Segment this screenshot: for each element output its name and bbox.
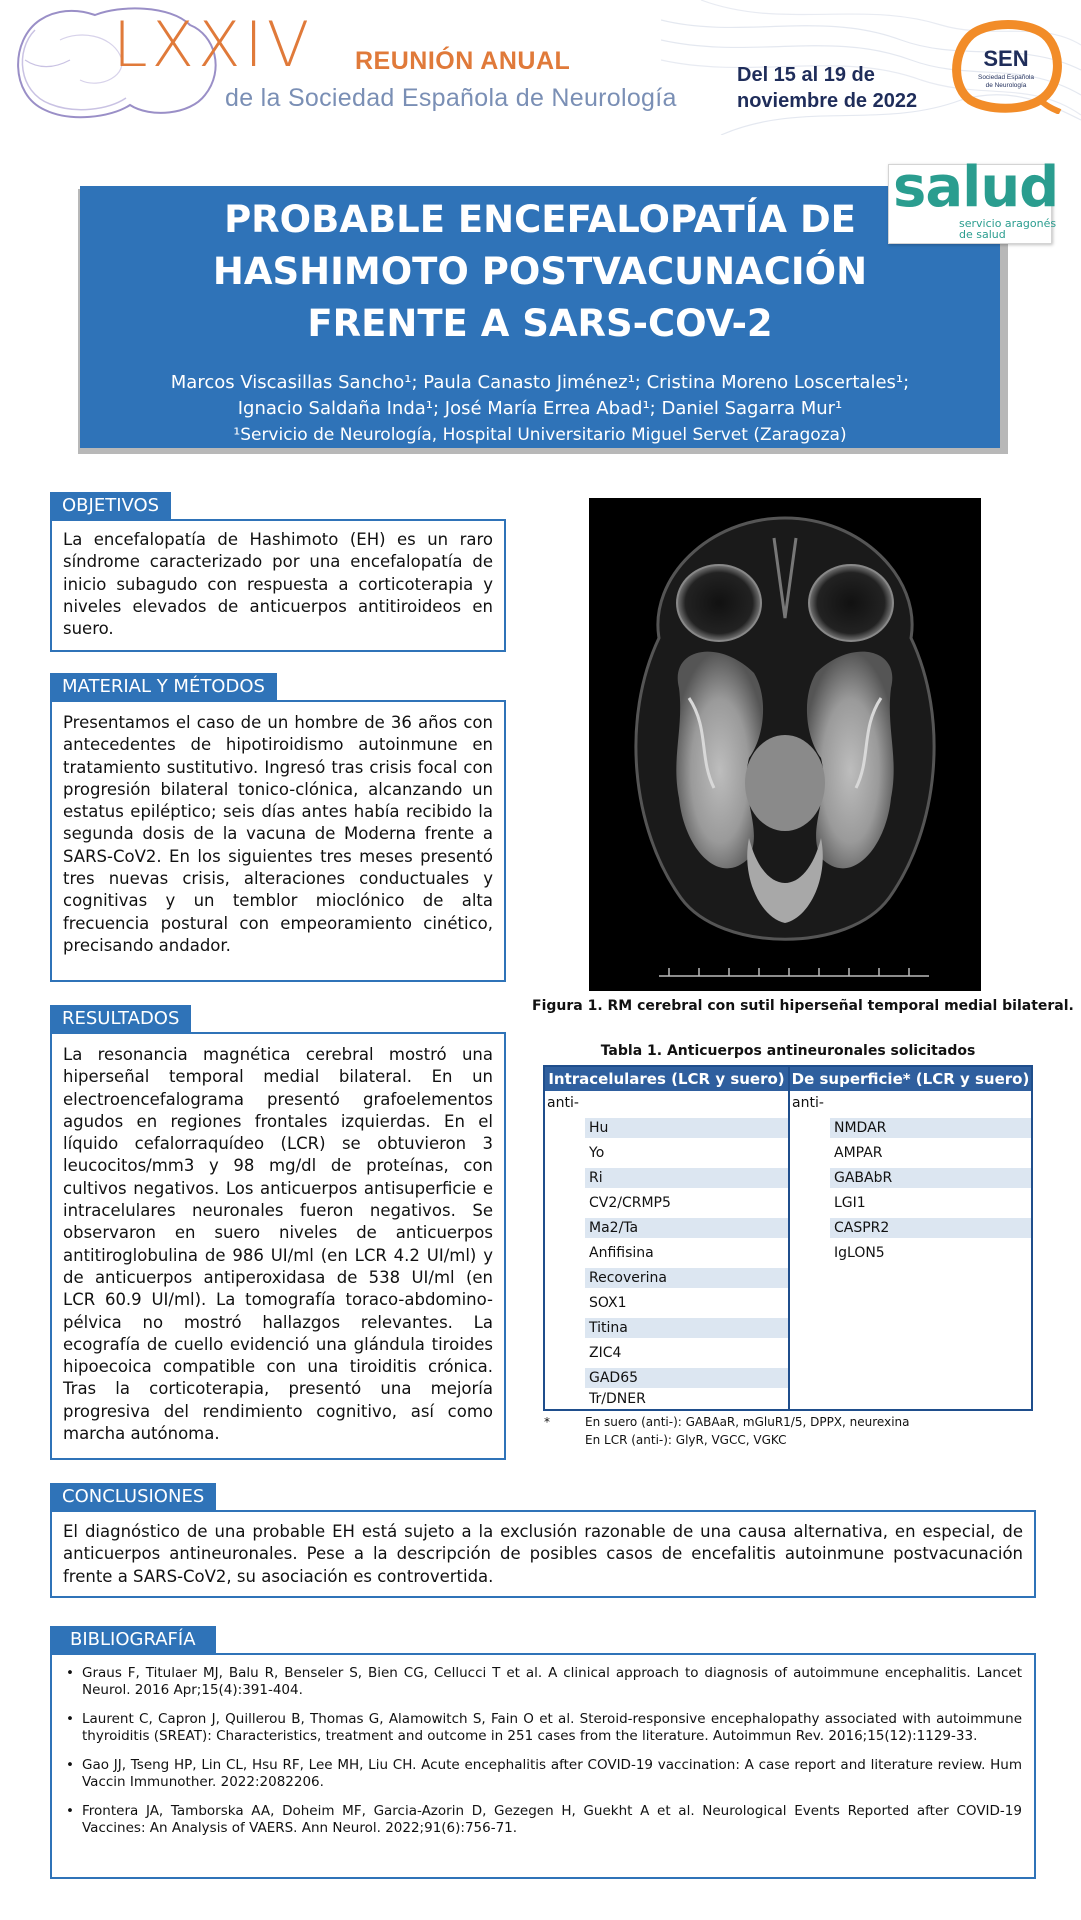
objetivos-text: La encefalopatía de Hashimoto (EH) es un raro síndrome caracterizado por una encefalopatía de inicio subagudo con respuesta a corticoterapia y niveles elevados de anticuerpos antitiroideos en suero. (63, 530, 493, 639)
salud-logo (888, 155, 1059, 244)
sen-logo-sub1: Sociedad Española (977, 74, 1035, 81)
author-list (80, 370, 1000, 448)
figure-caption: Figura 1. RM cerebral con sutil hiperseñal temporal medial bilateral. (532, 998, 1074, 1014)
section-conclusiones (50, 1510, 1036, 1598)
event-dates-line1: Del 15 al 19 de (737, 64, 875, 86)
sen-logo (948, 18, 1064, 114)
section-resultados (50, 1032, 506, 1460)
section-material (50, 700, 506, 982)
table-cell-intracelular: Ri (585, 1168, 788, 1188)
event-meeting-title: REUNIÓN ANUAL (355, 47, 571, 75)
section-objetivos (50, 519, 506, 652)
table-cell-superficie: NMDAR (830, 1118, 1031, 1138)
table-cell-intracelular: Recoverina (585, 1268, 788, 1288)
table-header-intracelulares: Intracelulares (LCR y suero) (545, 1067, 788, 1091)
reference-item: • Graus F, Titulaer MJ, Balu R, Benseler S, Bien CG, Cellucci T et al. A clinical approach to diagnosis of autoimmune encephalitis. Lancet Neurol. 2016 Apr;15(4):391-404. (64, 1665, 1022, 1699)
conclusiones-text: El diagnóstico de una probable EH está sujeto a la exclusión razonable de una causa alternativa, en especial, de anticuerpos antineuronales. Pese a la descripción de posibles casos de encefalitis autoinmune postvacunación frente a SARS-CoV2, su asociación es controvertida. (63, 1522, 1023, 1586)
table-caption: Tabla 1. Anticuerpos antineuronales solicitados (600, 1043, 976, 1059)
event-header (0, 0, 1081, 135)
table-header-superficie: De superficie* (LCR y suero) (790, 1067, 1031, 1091)
table-cell-superficie: AMPAR (834, 1145, 883, 1161)
sen-logo-main: SEN (983, 46, 1029, 71)
table-prefix-col1: anti- (547, 1095, 579, 1111)
title-banner (80, 186, 1000, 448)
antibody-table (543, 1065, 1033, 1411)
poster-title-line: PROBABLE ENCEFALOPATÍA DE (224, 198, 856, 241)
salud-logo-sub1: servicio aragonés (959, 217, 1057, 230)
resultados-text: La resonancia magnética cerebral mostró una hiperseñal temporal medial bilateral. En un electroencefalograma presentó grafoelementos agudos en regiones frontales izquierdas. En el líquido cefalorraquídeo (LCR) se obtuvieron 3 leucocitos/mm3 y 98 mg/dl de proteínas, con cultivos negativos. Los anticuerpos antisuperficie e intracelulares neuronales fueron negativos. Se observaron en suero niveles de anticuerpos antitiroglobulina de 986 UI/ml (en LCR 4.2 UI/ml) y de anticuerpos antiperoxidasa de 538 UI/ml (en LCR 60.9 UI/ml). La tomografía toraco-abdomino-pélvica no mostró hallazgos relevantes. La ecografía de cuello evidenció una glándula tiroides hipoecoica compatible con una tiroiditis crónica. Tras la corticoterapia, presentó una mejoría progresiva del rendimiento cognitivo, así como marcha autónoma. (63, 1045, 493, 1444)
table-cell-intracelular: CV2/CRMP5 (589, 1195, 671, 1211)
reference-item: • Frontera JA, Tamborska AA, Doheim MF, Garcia-Azorin D, Gezegen H, Guekht A et al. Neurological Events Reported after COVID-19 Vaccines: An Analysis of VAERS. Ann Neurol. 2022;91(6):756-71. (64, 1803, 1022, 1837)
poster-title-line: HASHIMOTO POSTVACUNACIÓN (212, 250, 868, 293)
table-cell-intracelular: Titina (585, 1318, 788, 1338)
table-prefix-col2: anti- (792, 1095, 824, 1111)
mri-brain-image (589, 498, 981, 991)
section-label-objetivos: OBJETIVOS (50, 492, 171, 520)
poster-title (80, 194, 1000, 350)
sen-logo-sub2: de Neurología (985, 82, 1027, 89)
event-dates (737, 62, 917, 114)
section-label-conclusiones: CONCLUSIONES (50, 1483, 216, 1511)
table-cell-intracelular: Yo (589, 1145, 605, 1161)
event-society-name: de la Sociedad Española de Neurología (225, 84, 677, 112)
table-cell-intracelular: Anfifisina (589, 1245, 654, 1261)
material-text: Presentamos el caso de un hombre de 36 años con antecedentes de hipotiroidismo autoinmune en tratamiento sustitutivo. Ingresó tras crisis focal con progresión bilateral tonico-clónica, alcanzando un estatus epiléptico; seis días antes había recibido la segunda dosis de la vacuna de Moderna frente a SARS-CoV2. En los siguientes tres meses presentó tres nuevas crisis, alteraciones conductuales y cognitivas y un temblor mioclónico de alta frecuencia postural con empeoramiento cinético, precisando andador. (63, 713, 493, 955)
table-cell-intracelular: ZIC4 (589, 1345, 622, 1361)
table-cell-intracelular: GAD65 (585, 1368, 788, 1388)
salud-logo-sub2: de salud (959, 228, 1006, 241)
table-cell-intracelular: SOX1 (589, 1295, 627, 1311)
section-bibliografia (50, 1653, 1036, 1879)
section-label-material: MATERIAL Y MÉTODOS (50, 673, 277, 701)
table-cell-intracelular: Tr/DNER (589, 1391, 646, 1407)
table-cell-superficie: CASPR2 (830, 1218, 1031, 1238)
poster-title-line: FRENTE A SARS-COV-2 (307, 302, 773, 345)
affiliation: ¹Servicio de Neurología, Hospital Universitario Miguel Servet (Zaragoza) (233, 425, 847, 445)
footnote-lcr: En LCR (anti-): GlyR, VGCC, VGKC (585, 1433, 787, 1447)
footnote-marker: * (544, 1415, 550, 1429)
salud-logo-word: salud (893, 155, 1059, 220)
authors-line: Marcos Viscasillas Sancho¹; Paula Canasto Jiménez¹; Cristina Moreno Loscertales¹; (170, 372, 910, 393)
footnote-suero: En suero (anti-): GABAaR, mGluR1/5, DPPX, neurexina (585, 1415, 910, 1429)
reference-item: • Laurent C, Capron J, Quillerou B, Thomas G, Alamowitch S, Fain O et al. Steroid-responsive encephalopathy associated with autoimmune thyroiditis (SREAT): Characteristics, treatment and outcome in 251 cases from the literature. Autoimmun Rev. 2016;15(12):1129-33. (64, 1711, 1022, 1745)
event-edition-numeral: LXXIV (113, 8, 314, 81)
reference-item: • Gao JJ, Tseng HP, Lin CL, Hsu RF, Lee MH, Liu CH. Acute encephalitis after COVID-19 vaccination: A case report and literature review. Hum Vaccin Immunother. 2022:2082206. (64, 1757, 1022, 1791)
section-label-resultados: RESULTADOS (50, 1005, 191, 1033)
table-cell-intracelular: Hu (585, 1118, 788, 1138)
table-cell-intracelular: Ma2/Ta (585, 1218, 788, 1238)
table-cell-superficie: GABAbR (830, 1168, 1031, 1188)
event-dates-line2: noviembre de 2022 (737, 90, 918, 112)
table-cell-superficie: IgLON5 (834, 1245, 885, 1261)
table-column-divider (788, 1067, 790, 1411)
authors-line: Ignacio Saldaña Inda¹; José María Errea Abad¹; Daniel Sagarra Mur¹ (237, 398, 843, 419)
section-label-bibliografia: BIBLIOGRAFÍA (50, 1626, 216, 1654)
table-cell-superficie: LGI1 (834, 1195, 866, 1211)
